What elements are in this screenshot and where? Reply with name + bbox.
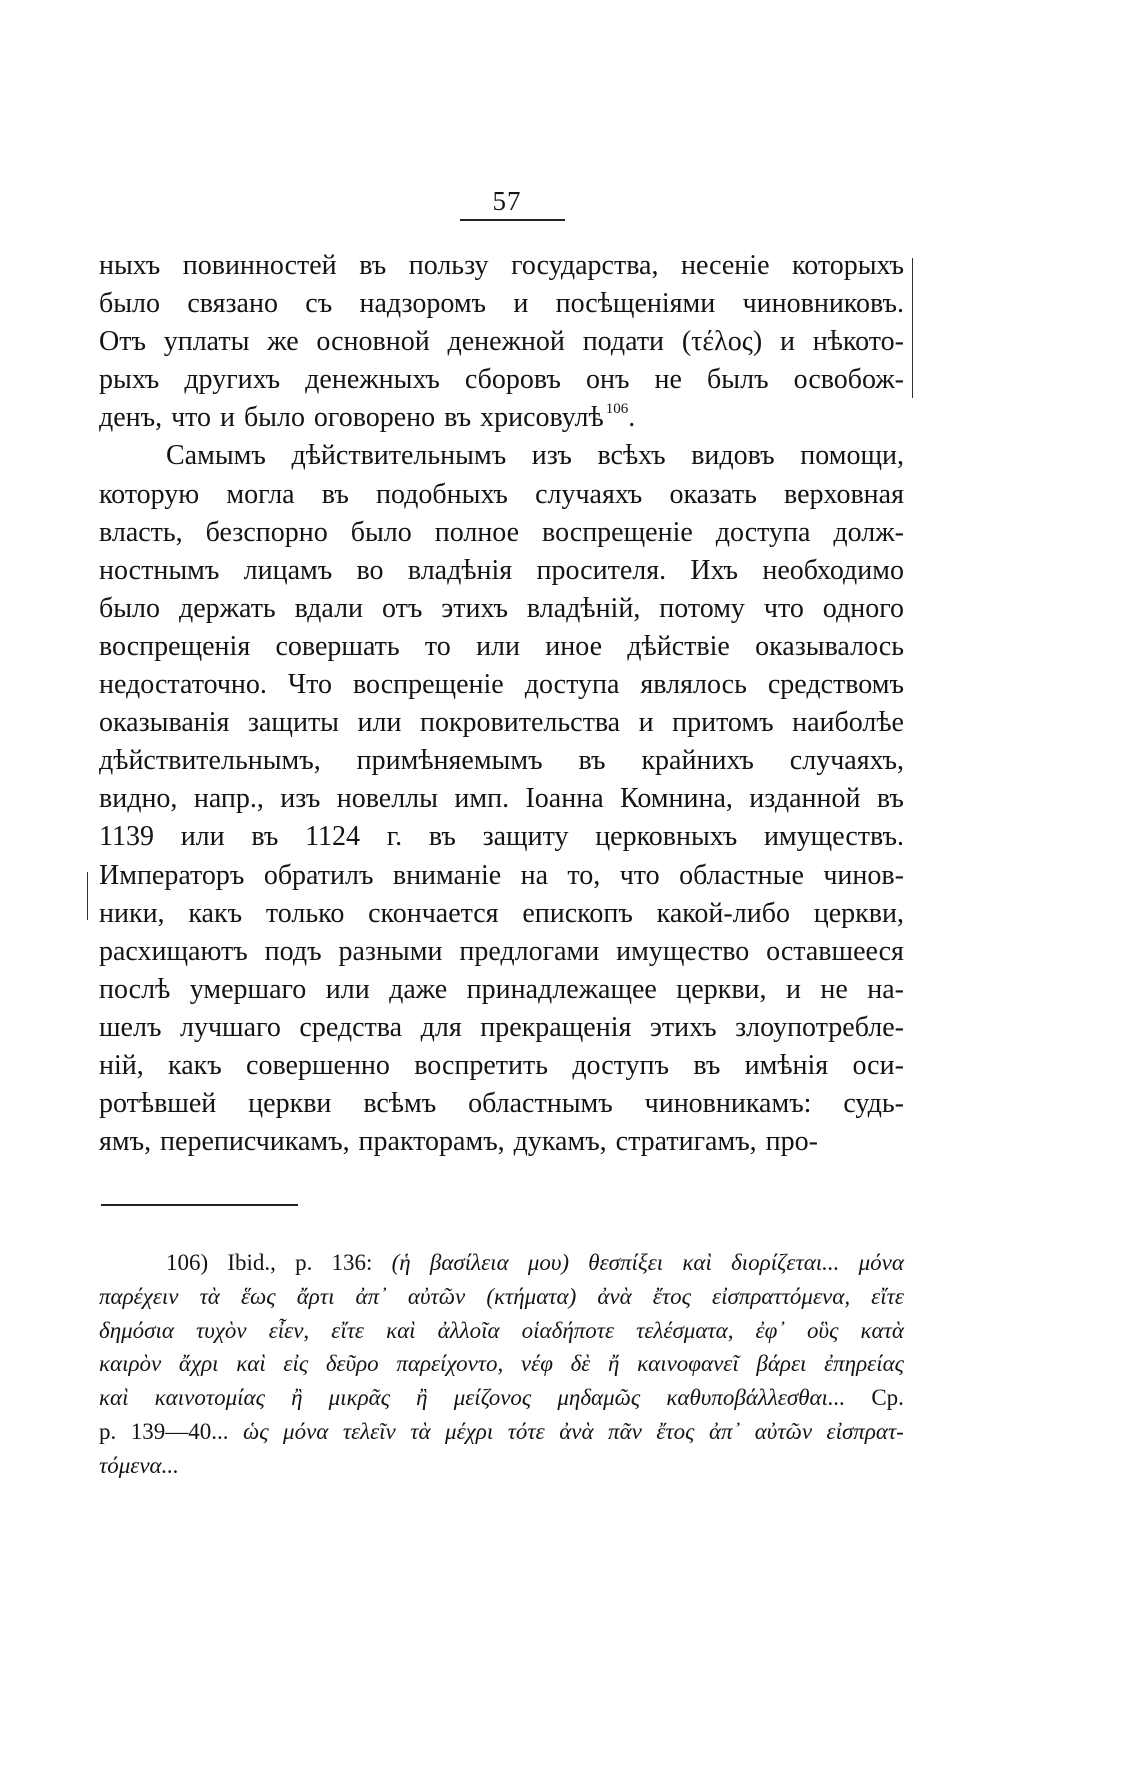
- word: или: [180, 821, 225, 853]
- word: какъ: [188, 897, 243, 929]
- word: въ: [876, 783, 904, 815]
- text-line: [99, 780, 904, 818]
- word: μου): [527, 1250, 570, 1275]
- word: на: [520, 859, 549, 891]
- word: или: [476, 630, 521, 662]
- word: злоупотребле-: [735, 1011, 904, 1043]
- paragraph-2: [99, 437, 904, 1161]
- word: былъ: [707, 364, 769, 396]
- word: τελεῖν: [342, 1418, 396, 1444]
- footnote-line: [99, 1449, 904, 1483]
- word: καὶ: [386, 1317, 416, 1343]
- word: защиту: [482, 821, 569, 853]
- word: оказыванія: [99, 707, 230, 739]
- word: δεῦρο: [325, 1351, 379, 1377]
- margin-mark-left: [87, 872, 88, 920]
- word: областные: [679, 859, 804, 891]
- word: шелъ: [99, 1011, 162, 1043]
- word: и: [513, 288, 529, 320]
- word: καὶ: [682, 1250, 712, 1275]
- word: εἰς: [283, 1351, 309, 1377]
- word: τυχὸν: [196, 1317, 247, 1343]
- word: только: [265, 897, 345, 929]
- word: πᾶν: [608, 1418, 642, 1444]
- word: средства: [299, 1011, 403, 1043]
- word: καινοφανεῖ: [637, 1351, 739, 1377]
- word: случаяхъ,: [789, 745, 904, 777]
- word: Что: [287, 669, 332, 701]
- main-text: [99, 247, 904, 1161]
- footnote-line: [99, 1246, 904, 1280]
- word: дѣйствительнымъ,: [99, 745, 321, 777]
- word: ἀνὰ: [559, 1418, 594, 1444]
- word: (ἡ: [391, 1250, 411, 1275]
- word: основной: [316, 326, 430, 358]
- word: ностнымъ: [99, 554, 220, 586]
- word: посѣщеніями: [555, 288, 716, 320]
- word: δὲ: [570, 1351, 591, 1377]
- word: власть,: [99, 516, 183, 548]
- word: полное: [434, 516, 520, 548]
- word: что: [763, 592, 804, 624]
- page-number: 57: [492, 186, 522, 216]
- word: μόνα: [283, 1418, 329, 1444]
- word: г.: [386, 821, 403, 853]
- word: являлось: [640, 669, 747, 701]
- word: имуществъ.: [763, 821, 904, 853]
- word: стратигамъ,: [615, 1126, 757, 1158]
- word: не: [654, 364, 682, 396]
- word: было: [350, 516, 412, 548]
- word: церкви,: [676, 973, 767, 1005]
- word: дѣйствительнымъ: [291, 440, 507, 472]
- word: ἔτος: [656, 1418, 695, 1444]
- word: p.: [99, 1418, 117, 1444]
- word: παρείχοντο,: [396, 1351, 504, 1377]
- word: этихъ: [649, 1011, 717, 1043]
- word: κατὰ: [860, 1317, 904, 1343]
- page-number-rule: [460, 219, 565, 221]
- word: потому: [659, 592, 745, 624]
- word: онъ: [585, 364, 630, 396]
- word: оказывалось: [755, 630, 904, 662]
- text-line: [99, 247, 904, 285]
- text-line: [99, 895, 904, 933]
- word: въ: [321, 478, 349, 510]
- word: во: [356, 554, 384, 586]
- word: епископъ: [522, 897, 633, 929]
- word: практорамъ,: [358, 1126, 505, 1158]
- word: иное: [545, 630, 603, 662]
- word: необходимо: [762, 554, 904, 586]
- word: ἐπηρείας: [824, 1351, 904, 1377]
- word: (κτήματα): [486, 1283, 577, 1309]
- word: μέχρι: [445, 1418, 494, 1444]
- word: отъ: [381, 592, 423, 624]
- word: напр.,: [193, 783, 264, 815]
- word: для: [420, 1011, 462, 1043]
- word: церковныхъ: [595, 821, 738, 853]
- word: подати: [582, 326, 665, 358]
- text-line: [99, 818, 904, 856]
- word: средствомъ: [767, 669, 904, 701]
- text-line: [99, 704, 904, 742]
- word: защиты: [247, 707, 339, 739]
- word: μόνα: [858, 1250, 904, 1275]
- word: владѣнія: [407, 554, 513, 586]
- word: или: [357, 707, 402, 739]
- text-line: [99, 437, 904, 475]
- word: дукамъ,: [513, 1126, 607, 1158]
- text-line: [99, 323, 904, 361]
- word: имп.: [454, 783, 510, 815]
- word: могла: [226, 478, 295, 510]
- word: имѣнія: [744, 1049, 829, 1081]
- word: держать: [178, 592, 276, 624]
- word: сборовъ: [464, 364, 561, 396]
- text-line: [99, 1085, 904, 1123]
- word: скончается: [368, 897, 499, 929]
- word: одного: [822, 592, 904, 624]
- text-line: [99, 971, 904, 1009]
- word: имущество: [616, 935, 750, 967]
- word: прекращенія: [480, 1011, 632, 1043]
- word: несеніе: [681, 250, 770, 281]
- word: Ibid.,: [227, 1250, 276, 1275]
- word: αὐτῶν: [754, 1418, 813, 1444]
- word: νέφ: [520, 1351, 553, 1377]
- word: всѣмъ: [363, 1088, 437, 1120]
- word: ныхъ: [99, 250, 161, 281]
- word: ἀλλοῖα: [437, 1317, 500, 1343]
- word: ἢ: [291, 1385, 303, 1411]
- word: было: [243, 402, 305, 434]
- word: наиболѣе: [792, 707, 904, 739]
- word: 136:: [331, 1250, 373, 1275]
- word: ἀνὰ: [597, 1283, 632, 1309]
- word: повинностей: [182, 250, 337, 281]
- word: видно,: [99, 783, 178, 815]
- word: про-: [765, 1126, 818, 1158]
- word: хрисовулѣ $^{106}$.: [480, 401, 636, 434]
- word: связано: [187, 288, 278, 320]
- word: ἢ: [416, 1385, 428, 1411]
- footnote-line: [99, 1347, 904, 1381]
- word: какъ: [168, 1049, 222, 1081]
- word: разными: [338, 935, 443, 967]
- word: и: [779, 326, 795, 358]
- word: просителя.: [536, 554, 667, 586]
- word: надзоромъ: [359, 288, 487, 320]
- paragraph-1: [99, 247, 904, 437]
- word: ἐφ᾽: [755, 1317, 785, 1343]
- word: какой-либо: [656, 897, 790, 929]
- word: ἤ: [608, 1351, 620, 1377]
- word: τόμενα...: [99, 1452, 179, 1478]
- text-line: [99, 361, 904, 399]
- text-line: [99, 285, 904, 323]
- text-line: [99, 590, 904, 628]
- word: βάρει: [756, 1351, 807, 1377]
- word: даже: [389, 973, 448, 1005]
- word: которую: [99, 478, 200, 510]
- word: εἶεν,: [268, 1317, 310, 1343]
- word: расхищаютъ: [99, 935, 248, 967]
- word: Самымъ: [166, 440, 266, 472]
- word: ній,: [99, 1049, 144, 1081]
- word: αὐτῶν: [407, 1283, 466, 1309]
- word: владѣній,: [526, 592, 641, 624]
- word: изъ: [531, 440, 572, 472]
- word: же: [267, 326, 299, 358]
- word: или: [325, 973, 370, 1005]
- word: μηδαμῶς: [557, 1385, 641, 1411]
- word: на-: [867, 973, 904, 1005]
- word: 139—40...: [130, 1418, 229, 1444]
- text-line: [99, 514, 904, 552]
- word: покровительства: [419, 707, 621, 739]
- word: Комнина,: [620, 783, 733, 815]
- word: съ: [305, 288, 333, 320]
- word: воспрещенія: [99, 630, 251, 662]
- word: пользу: [408, 250, 489, 281]
- word: судь-: [843, 1088, 904, 1120]
- word: τελέσματα,: [636, 1317, 734, 1343]
- word: новеллы: [336, 783, 438, 815]
- word: 1124: [305, 821, 361, 853]
- word: воспрещеніе: [352, 669, 504, 701]
- word: εἴτε: [871, 1283, 904, 1309]
- word: что: [619, 859, 660, 891]
- word: подъ: [264, 935, 322, 967]
- word: ямъ,: [99, 1126, 152, 1158]
- word: оговорено: [313, 402, 436, 434]
- word: въ: [693, 1049, 721, 1081]
- word: государства,: [511, 250, 659, 281]
- word: переписчикамъ,: [160, 1126, 350, 1158]
- word: подобныхъ: [376, 478, 508, 510]
- word: τὰ: [410, 1418, 431, 1444]
- word: не: [820, 973, 848, 1005]
- word: воспретить: [414, 1049, 549, 1081]
- word: θεσπίξει: [588, 1250, 664, 1275]
- word: παρέχειν: [99, 1283, 179, 1309]
- word: изъ: [280, 783, 321, 815]
- word: притомъ: [672, 707, 774, 739]
- word: освобож-: [793, 364, 904, 396]
- word: безспорно: [205, 516, 328, 548]
- word: καινοτομίας: [154, 1385, 265, 1411]
- word: ἄρτι: [296, 1283, 335, 1309]
- word: οὓς: [807, 1317, 839, 1343]
- word: лучшаго: [180, 1011, 281, 1043]
- word: Императоръ: [99, 859, 245, 891]
- word: областнымъ: [468, 1088, 613, 1120]
- text-line: [99, 399, 904, 437]
- word: въ: [578, 745, 606, 777]
- word: (τέλος): [681, 326, 763, 358]
- margin-mark-right: [912, 258, 913, 398]
- word: чиновникамъ:: [644, 1088, 812, 1120]
- word: доступъ: [572, 1049, 670, 1081]
- word: Отъ: [99, 326, 146, 358]
- footnote-rule: [101, 1204, 298, 1206]
- word: верховная: [784, 478, 904, 510]
- word: въ: [251, 821, 279, 853]
- word: то,: [567, 859, 601, 891]
- word: послѣ: [99, 973, 171, 1005]
- text-line: [99, 476, 904, 514]
- word: ὡς: [242, 1418, 269, 1444]
- word: ротѣвшей: [99, 1088, 217, 1120]
- word: 1139: [99, 821, 154, 853]
- word: нѣкото-: [812, 326, 904, 358]
- word: δημόσια: [99, 1317, 174, 1343]
- footnote-line: [99, 1280, 904, 1314]
- text-line: [99, 1047, 904, 1085]
- word: помощи,: [800, 440, 904, 472]
- word: и: [220, 402, 235, 434]
- word: видовъ: [691, 440, 775, 472]
- word: которыхъ: [792, 250, 904, 281]
- word: ἀπ᾽: [708, 1418, 741, 1444]
- text-line: [99, 742, 904, 780]
- word: примѣняемымъ: [356, 745, 543, 777]
- word: ἀπ᾽: [355, 1283, 387, 1309]
- word: τότε: [507, 1418, 545, 1444]
- word: въ: [359, 250, 387, 281]
- word: εἴτε: [331, 1317, 364, 1343]
- word: ἕως: [240, 1283, 276, 1309]
- word: изданной: [749, 783, 861, 815]
- word: что: [171, 402, 212, 434]
- word: вдали: [294, 592, 364, 624]
- word: доступа: [524, 669, 620, 701]
- word: принадлежащее: [466, 973, 657, 1005]
- word: другихъ: [184, 364, 281, 396]
- word: 106): [166, 1250, 209, 1275]
- text-line: [99, 933, 904, 971]
- word: рыхъ: [99, 364, 160, 396]
- word: долж-: [833, 516, 904, 548]
- word: βασίλεια: [429, 1250, 509, 1275]
- word: лицамъ: [243, 554, 333, 586]
- word: Cp.: [871, 1385, 904, 1411]
- word: совершенно: [246, 1049, 390, 1081]
- word: вниманіе: [392, 859, 502, 891]
- word: въ: [444, 402, 472, 434]
- footnote-line: [99, 1381, 904, 1415]
- word: то: [424, 630, 451, 662]
- word: εἰσπραττόμενα,: [712, 1283, 851, 1309]
- word: ἄχρι: [178, 1351, 219, 1377]
- footnote-line: [99, 1415, 904, 1449]
- word: καὶ: [236, 1351, 266, 1377]
- text-line: [99, 552, 904, 590]
- word: оставшееся: [766, 935, 904, 967]
- word: денъ,: [99, 402, 163, 434]
- text-line: [99, 666, 904, 704]
- word: воспрещеніе: [542, 516, 693, 548]
- footnote-106: [99, 1246, 904, 1483]
- word: совершать: [275, 630, 400, 662]
- word: этихъ: [441, 592, 508, 624]
- word: чинов-: [823, 859, 904, 891]
- word: чиновниковъ.: [742, 288, 904, 320]
- word: денежныхъ: [305, 364, 440, 396]
- footnote-ref-106[interactable]: 106: [605, 401, 629, 418]
- word: διορίζεται...: [731, 1250, 840, 1275]
- footnote-line: [99, 1314, 904, 1348]
- text-line: [99, 857, 904, 895]
- text-line: [99, 628, 904, 666]
- word: ἔτος: [652, 1283, 691, 1309]
- word: οἱαδήποτε: [521, 1317, 615, 1343]
- word: случаяхъ: [535, 478, 643, 510]
- word: Іоанна: [525, 783, 604, 815]
- word: денежной: [447, 326, 565, 358]
- word: всѣхъ: [597, 440, 666, 472]
- word: было: [99, 288, 161, 320]
- word: доступа: [715, 516, 811, 548]
- word: недостаточно.: [99, 669, 267, 701]
- word: было: [99, 592, 161, 624]
- text-line: [99, 1009, 904, 1047]
- word: и: [785, 973, 801, 1005]
- word: умершаго: [189, 973, 307, 1005]
- word: въ: [428, 821, 456, 853]
- text-line: [99, 1123, 904, 1161]
- word: уплаты: [163, 326, 250, 358]
- word: Ихъ: [690, 554, 739, 586]
- word: μείζονος: [453, 1385, 532, 1411]
- word: оси-: [852, 1049, 904, 1081]
- word: и: [638, 707, 654, 739]
- word: крайнихъ: [641, 745, 754, 777]
- word: καιρὸν: [99, 1351, 162, 1377]
- word: оказать: [669, 478, 757, 510]
- word: καθυποβάλλεσθαι...: [666, 1385, 846, 1411]
- word: обратилъ: [263, 859, 374, 891]
- word: предлогами: [459, 935, 600, 967]
- word: καὶ: [99, 1385, 129, 1411]
- word: ники,: [99, 897, 165, 929]
- word: p.: [295, 1250, 313, 1275]
- word: церкви,: [813, 897, 904, 929]
- word: εἰσπρατ-: [826, 1418, 904, 1444]
- word: церкви: [248, 1088, 332, 1120]
- word: μικρᾶς: [328, 1385, 391, 1411]
- word: τὰ: [199, 1283, 220, 1309]
- word: дѣйствіе: [627, 630, 730, 662]
